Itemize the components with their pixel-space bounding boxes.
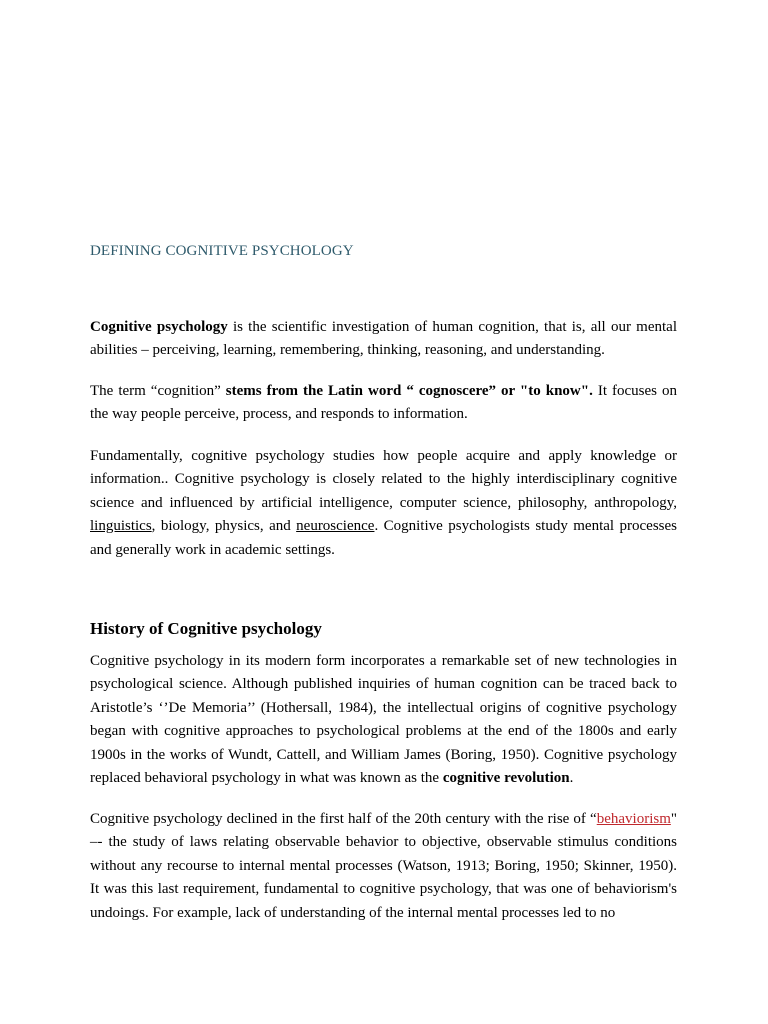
history-heading: History of Cognitive psychology xyxy=(90,619,322,638)
paragraph-text: , biology, physics, and xyxy=(151,518,297,535)
paragraph-text: Fundamentally, cognitive psychology studies how people acquire and apply knowledge or information.. Cognitive psychology is closely related to the highly interdisciplinary cognitive science and influenced by artificial intelligence, computer science, philosophy, anthropology, xyxy=(90,448,677,511)
paragraph-decline xyxy=(90,808,677,925)
link-neuroscience[interactable]: neuroscience xyxy=(296,518,375,535)
paragraph-definition xyxy=(90,316,677,363)
paragraph-text: is the scientific investigation of human cognition, that is, all our mental abilities – perceiving, learning, remembering, thinking, reasoning, and understanding. xyxy=(90,319,677,359)
paragraph-text: . Cognitive psychologists study mental processes and generally work in academic settings. xyxy=(90,518,677,558)
link-behaviorism[interactable]: behaviorism xyxy=(596,811,671,827)
paragraph-term-origin xyxy=(90,380,677,427)
paragraph-text: The term “cognition” xyxy=(90,383,226,399)
paragraph-fundamentals xyxy=(90,445,677,562)
paragraph-history xyxy=(90,650,677,790)
link-linguistics[interactable]: linguistics xyxy=(90,518,152,535)
bold-phrase: cognitive revolution xyxy=(442,770,570,787)
bold-term: Cognitive psychology xyxy=(90,319,228,335)
paragraph-text: . xyxy=(569,770,574,787)
paragraph-text: " –- the study of laws relating observable behavior to objective, observable stimulus conditions without any recourse to internal mental processes (Watson, 1913; Boring, 1950; Skinner, 1950). It was this last requirement, fundamental to cognitive psychology, that was one of behaviorism's undoings. For example, lack of understanding of the internal mental processes led to no xyxy=(90,811,677,921)
paragraph-text: It focuses on the way people perceive, process, and responds to information. xyxy=(90,383,677,423)
paragraph-text: Cognitive psychology in its modern form incorporates a remarkable set of new technologies in psychological science. Although published inquiries of human cognition can be traced back to Aristotle’s ‘’De Memoria’’ (Hothersall, 1984), the intellectual origins of cognitive psychology began with cognitive approaches to psychological problems at the end of the 1800s and early 1900s in the works of Wundt, Cattell, and William James (Boring, 1950). Cognitive psychology replaced behavioral psychology in what was known as the xyxy=(90,653,677,787)
paragraph-text: Cognitive psychology declined in the first half of the 20th century with the rise of “ xyxy=(90,811,597,827)
section-heading: DEFINING COGNITIVE PSYCHOLOGY xyxy=(90,243,354,259)
bold-phrase: stems from the Latin word “ cognoscere” or "to know". xyxy=(225,383,593,399)
